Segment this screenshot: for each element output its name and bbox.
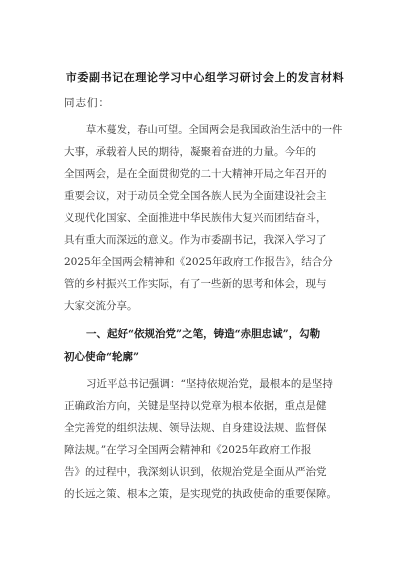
paragraph-1-line-3: 全国两会，是在全面贯彻党的二十大精神开局之年召开的: [64, 168, 327, 180]
paragraph-1-line-1: 草木蔓发，春山可望。全国两会是我国政治生活中的一件: [86, 124, 343, 136]
salutation: 同志们：: [64, 97, 110, 109]
paragraph-2-line-3: 全完善党的组织法规、领导法规、自身建设法规、监督保: [64, 422, 327, 434]
paragraph-1-line-2: 大事，承载着人民的期待，凝聚着奋进的力量。今年的: [64, 146, 316, 158]
section-heading-line-2: 初心使命“轮廓”: [64, 351, 140, 363]
paragraph-1-line-8: 管的乡村振兴工作实际，有了一些新的思考和体会，现与: [64, 278, 327, 290]
paragraph-1-line-6: 具有重大而深远的意义。作为市委副书记，我深入学习了: [64, 234, 327, 246]
section-heading-line-1: 一、起好“依规治党”之笔，铸造“赤胆忠诚”，勾勒: [86, 328, 321, 340]
paragraph-1-line-9: 大家交流分享。: [64, 300, 138, 312]
paragraph-2-line-5: 告》的过程中，我深刻认识到，依规治党是全面从严治党: [64, 466, 327, 478]
paragraph-2-line-1: 习近平总书记强调：“坚持依规治党，最根本的是坚持: [86, 378, 333, 390]
paragraph-1-line-7: 2025年全国两会精神和《2025年政府工作报告》，结合分: [64, 256, 333, 268]
paragraph-2-line-2: 正确政治方向，关键是坚持以党章为根本依据，重点是健: [64, 400, 327, 412]
paragraph-1-line-5: 义现代化国家、全面推进中华民族伟大复兴而团结奋斗，: [64, 212, 327, 224]
paragraph-1-line-4: 重要会议，对于动员全党全国各族人民为全面建设社会主: [64, 190, 327, 202]
document-title: 市委副书记在理论学习中心组学习研讨会上的发言材料: [65, 71, 345, 84]
paragraph-2-line-6: 的长远之策、根本之策，是实现党的执政使命的重要保障。: [64, 488, 337, 500]
paragraph-2-line-4: 障法规。”在学习全国两会精神和《2025年政府工作报: [64, 444, 312, 456]
